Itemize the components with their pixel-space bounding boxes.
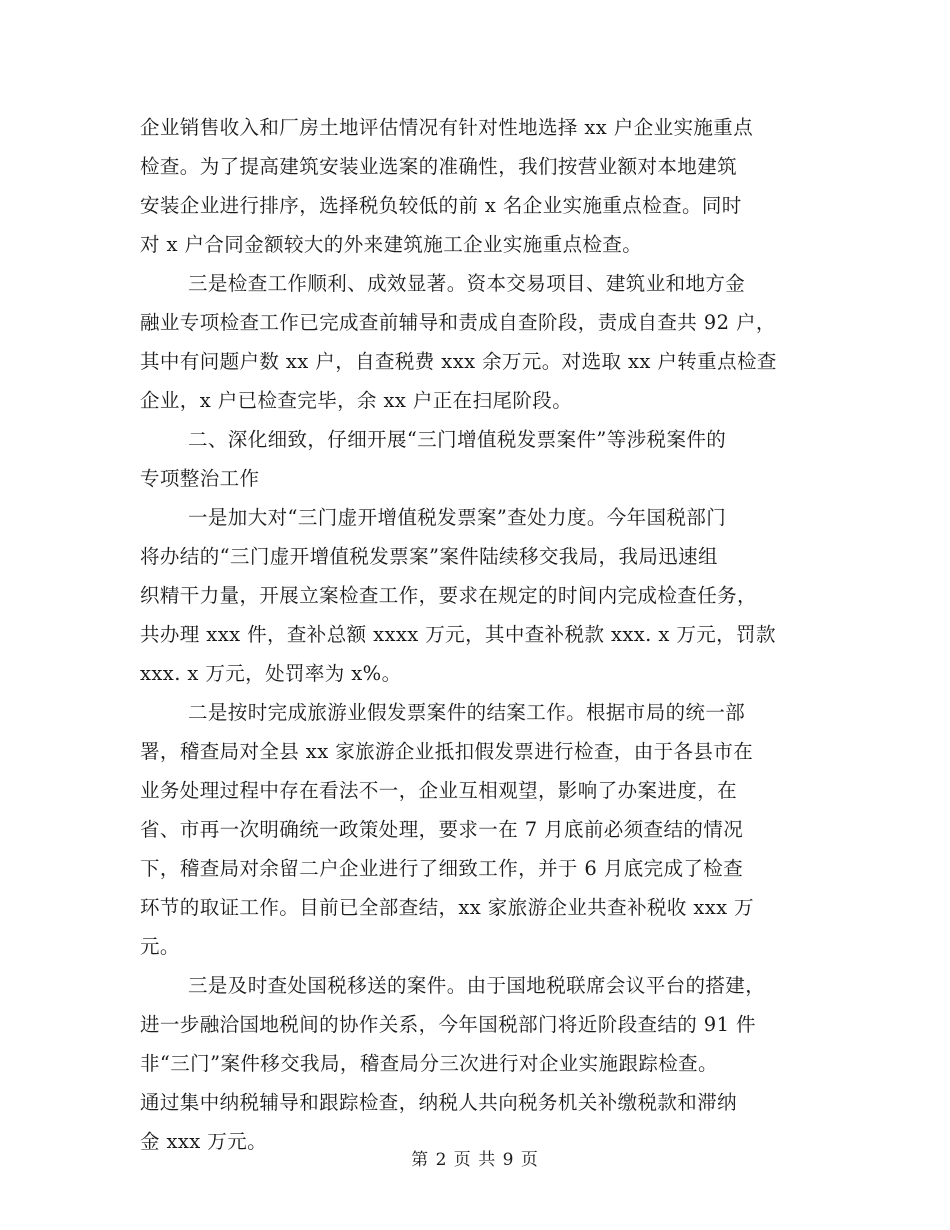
paragraph-start-line: 三是检查工作顺利、成效显著。资本交易项目、建筑业和地方金: [188, 272, 746, 295]
text-line: 将办结的“三门虚开增值税发票案”案件陆续移交我局，我局迅速组: [140, 545, 718, 568]
text-line: 元。: [140, 935, 180, 958]
text-line: 共办理 xxx 件，查补总额 xxxx 万元，其中查补税款 xxx. x 万元，罚款: [140, 623, 776, 646]
text-line: 进一步融洽国地税间的协作关系，今年国税部门将近阶段查结的 91 件: [140, 1013, 756, 1036]
page-number-footer: 第 2 页 共 9 页: [411, 1150, 539, 1170]
text-line: 省、市再一次明确统一政策处理，要求一在 7 月底前必须查结的情况: [140, 818, 744, 841]
section-heading-line: 二、深化细致，仔细开展“三门增值税发票案件”等涉税案件的: [188, 428, 727, 451]
text-line: 通过集中纳税辅导和跟踪检查，纳税人共向税务机关补缴税款和滞纳: [140, 1091, 738, 1114]
text-line: 署，稽查局对全县 xx 家旅游企业抵扣假发票进行检查，由于各县市在: [140, 740, 754, 763]
section-heading-line: 专项整治工作: [140, 467, 260, 490]
text-line: 环节的取证工作。目前已全部查结，xx 家旅游企业共查补税收 xxx 万: [140, 896, 755, 919]
text-line: xxx. x 万元，处罚率为 x%。: [140, 662, 402, 685]
text-line: 融业专项检查工作已完成查前辅导和责成自查阶段，责成自查共 92 户，: [140, 311, 776, 334]
text-line: 检查。为了提高建筑安装业选案的准确性，我们按营业额对本地建筑: [140, 155, 738, 178]
text-line: 对 x 户合同金额较大的外来建筑施工企业实施重点检查。: [140, 233, 643, 256]
document-body: [140, 108, 820, 1161]
text-line: 企业销售收入和厂房土地评估情况有针对性地选择 xx 户企业实施重点: [140, 116, 754, 139]
text-line: 其中有问题户数 xx 户，自查税费 xxx 余万元。对选取 xx 户转重点检查: [140, 350, 777, 373]
paragraph-start-line: 一是加大对“三门虚开增值税发票案”查处力度。今年国税部门: [188, 506, 727, 529]
text-line: 企业，x 户已检查完毕，余 xx 户正在扫尾阶段。: [140, 389, 573, 412]
paragraph-start-line: 二是按时完成旅游业假发票案件的结案工作。根据市局的统一部: [188, 701, 746, 724]
text-line: 金 xxx 万元。: [140, 1130, 267, 1153]
text-line: 业务处理过程中存在看法不一，企业互相观望，影响了办案进度，在: [140, 779, 738, 802]
text-line: 织精干力量，开展立案检查工作，要求在规定的时间内完成检查任务，: [140, 584, 757, 607]
paragraph-start-line: 三是及时查处国税移送的案件。由于国地税联席会议平台的搭建，: [188, 974, 766, 997]
text-line: 安装企业进行排序，选择税负较低的前 x 名企业实施重点检查。同时: [140, 194, 742, 217]
text-line: 非“三门”案件移交我局，稽查局分三次进行对企业实施跟踪检查。: [140, 1052, 718, 1075]
text-line: 下，稽查局对余留二户企业进行了细致工作，并于 6 月底完成了检查: [140, 857, 744, 880]
